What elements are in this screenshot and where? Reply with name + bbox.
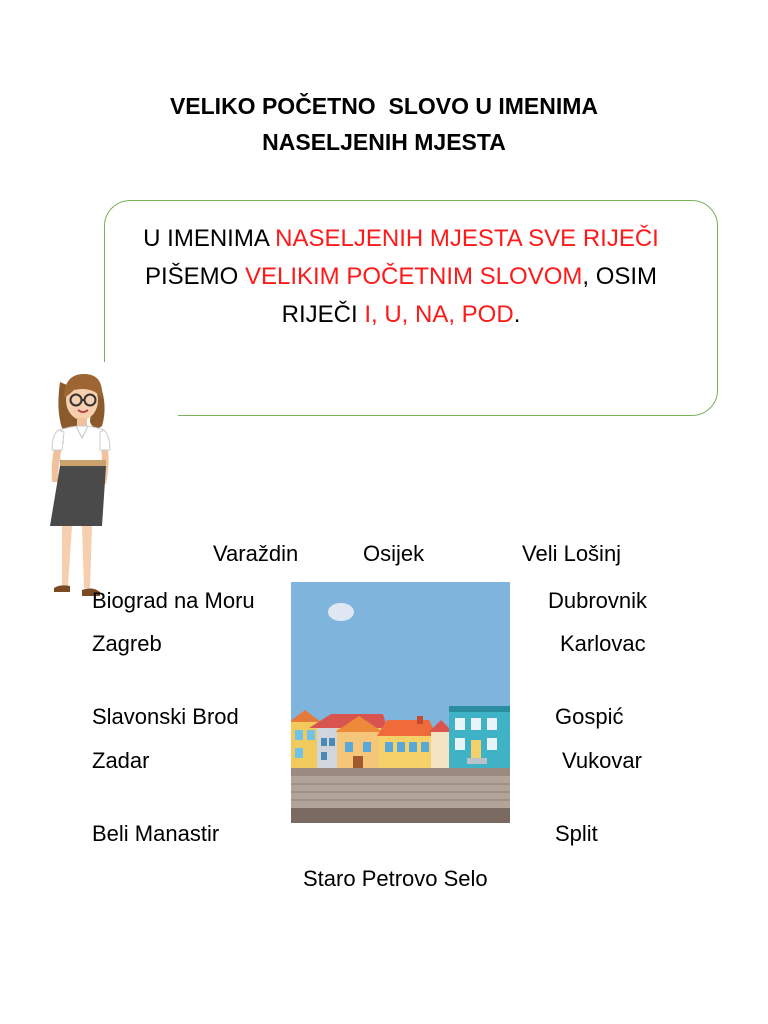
title-line-2: NASELJENIH MJESTA <box>262 129 506 155</box>
title-line-1: VELIKO POČETNO SLOVO U IMENIMA <box>169 93 599 119</box>
place-zagreb: Zagreb <box>92 631 162 656</box>
town-street-icon <box>291 582 510 823</box>
rule-line-1-highlight: NASELJENIH MJESTA SVE RIJEČI <box>275 225 659 252</box>
place-varazdin: Varaždin <box>213 541 299 566</box>
place-slavonski-brod: Slavonski Brod <box>92 704 239 729</box>
place-osijek: Osijek <box>363 541 425 566</box>
place-gospic: Gospić <box>555 704 624 729</box>
rule-line-1 <box>96 220 706 258</box>
place-zadar: Zadar <box>92 748 150 773</box>
place-karlovac: Karlovac <box>560 631 646 656</box>
place-staro-petrovo-selo: Staro Petrovo Selo <box>303 866 488 891</box>
place-biograd-na-moru: Biograd na Moru <box>92 588 255 613</box>
page-title <box>0 88 768 160</box>
place-beli-manastir: Beli Manastir <box>92 821 220 846</box>
teacher-icon <box>0 362 178 606</box>
rule-line-3-tail: . <box>513 301 521 328</box>
rule-line-2-plain: PIŠEMO <box>144 263 245 290</box>
rule-line-3 <box>96 296 706 334</box>
place-vukovar: Vukovar <box>562 748 642 773</box>
rule-line-3-plain: RIJEČI <box>281 301 365 328</box>
rule-line-1-plain: U IMENIMA <box>143 225 276 252</box>
rule-line-2-tail: , OSIM <box>582 263 658 290</box>
rule-text <box>96 220 706 334</box>
rule-line-3-highlight: I, U, NA, POD <box>364 301 514 328</box>
rule-line-2 <box>96 258 706 296</box>
place-dubrovnik: Dubrovnik <box>548 588 648 613</box>
place-veli-losinj: Veli Lošinj <box>522 541 622 566</box>
place-split: Split <box>555 821 598 846</box>
rule-line-2-highlight: VELIKIM POČETNIM SLOVOM <box>244 263 583 290</box>
